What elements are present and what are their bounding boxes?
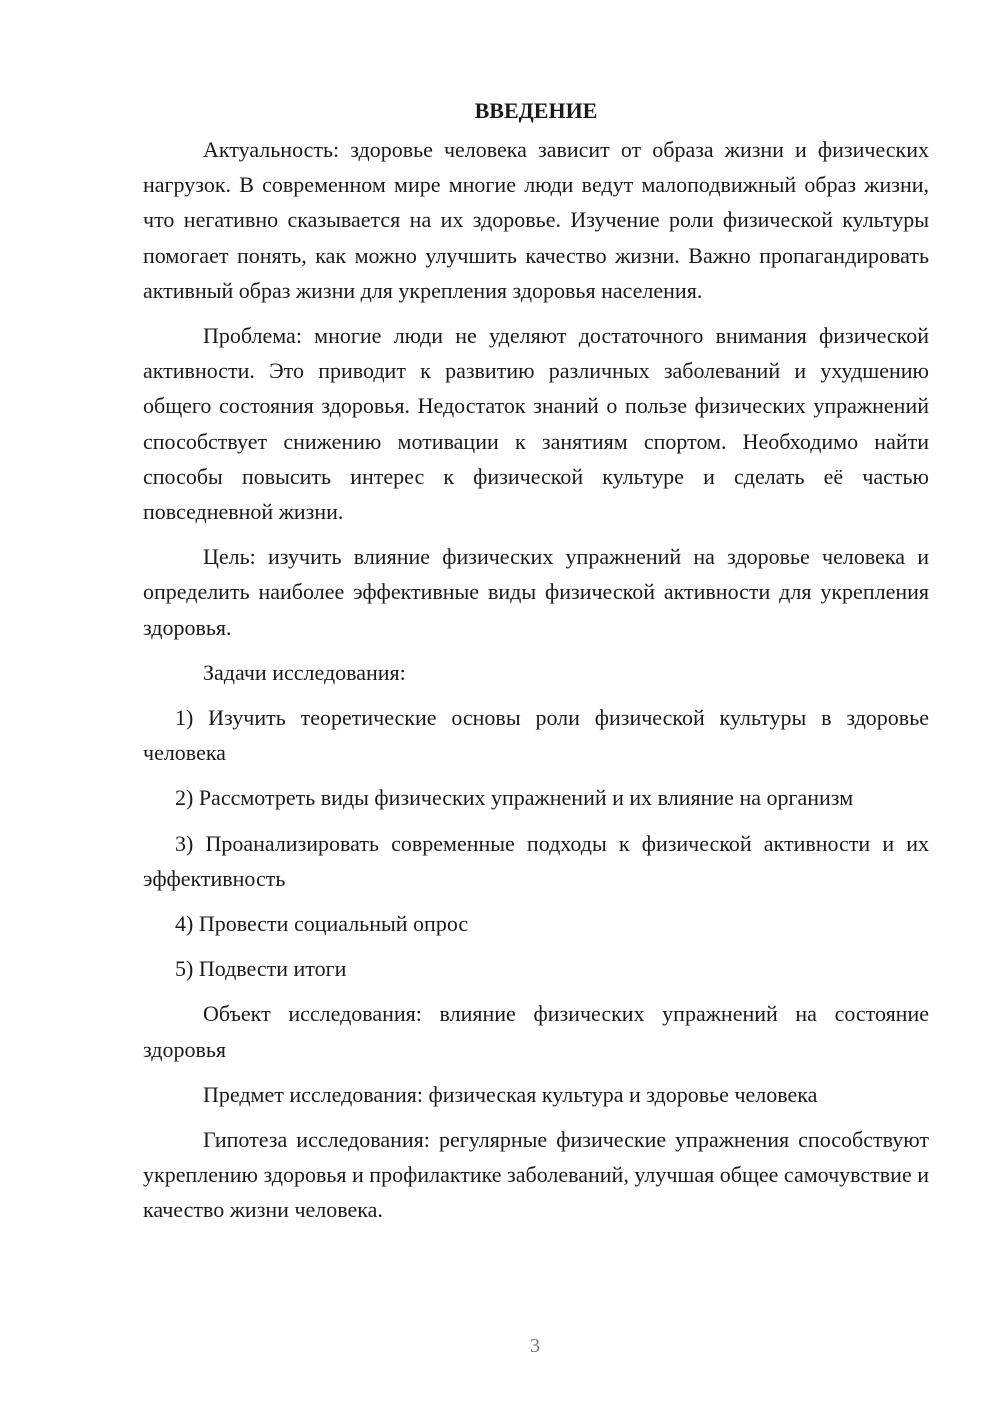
tasks-heading: Задачи исследования: xyxy=(203,659,406,685)
document-page xyxy=(143,88,929,1238)
task-item-3: 3) Проанализировать современные подходы к физической активности и их эффективность xyxy=(143,830,929,891)
task-item-4: 4) Провести социальный опрос xyxy=(175,911,469,937)
tasks-list xyxy=(143,700,929,986)
task-item-5: 5) Подвести итоги xyxy=(175,956,347,982)
page-title: ВВЕДЕНИЕ xyxy=(474,98,598,123)
task-item-1: 1) Изучить теоретические основы роли физической культуры в здоровье человека xyxy=(143,705,929,766)
object-paragraph: Объект исследования: влияние физических упражнений на состояние здоровья xyxy=(143,1001,929,1062)
page-number: 3 xyxy=(530,1335,540,1357)
relevance-paragraph: Актуальность: здоровье человека зависит от образа жизни и физических нагрузок. В современном мире многие люди ведут малоподвижный образ жизни, что негативно сказывается на их здоровье. Изучение роли физической культуры помогает понять, как можно улучшить качество жизни. Важно пропагандировать активный образ жизни для укрепления здоровья населения. xyxy=(143,137,929,303)
task-item-2: 2) Рассмотреть виды физических упражнений и их влияние на организм xyxy=(175,785,854,811)
hypothesis-paragraph: Гипотеза исследования: регулярные физические упражнения способствуют укреплению здоровья и профилактике заболеваний, улучшая общее самочувствие и качество жизни человека. xyxy=(143,1127,929,1223)
problem-paragraph: Проблема: многие люди не уделяют достаточного внимания физической активности. Это приводит к развитию различных заболеваний и ухудшению общего состояния здоровья. Недостаток знаний о пользе физических упражнений способствует снижению мотивации к занятиям спортом. Необходимо найти способы повысить интерес к физической культуре и сделать её частью повседневной жизни. xyxy=(143,323,929,525)
subject-paragraph: Предмет исследования: физическая культура и здоровье человека xyxy=(203,1081,818,1107)
goal-paragraph: Цель: изучить влияние физических упражнений на здоровье человека и определить наиболее эффективные виды физической активности для укрепления здоровья. xyxy=(143,544,929,640)
